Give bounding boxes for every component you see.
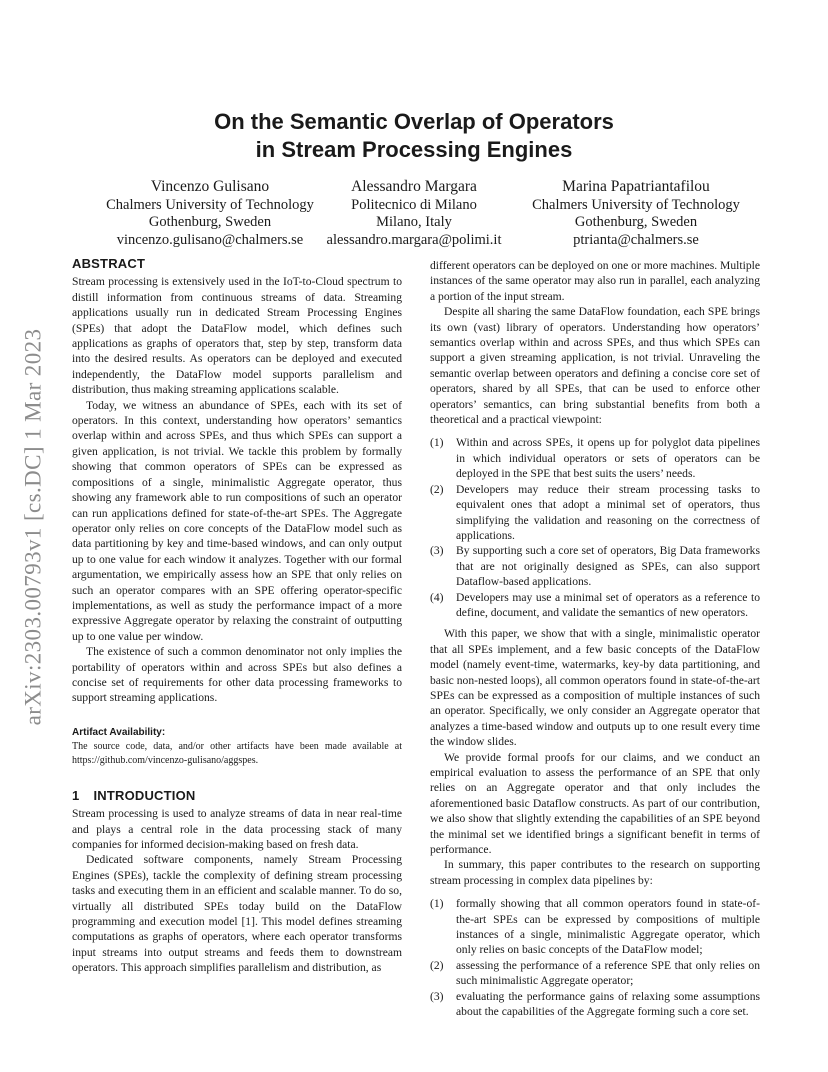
author-affiliation: Chalmers University of Technology bbox=[532, 196, 740, 213]
introduction-heading bbox=[72, 788, 402, 803]
author-email: alessandro.margara@polimi.it bbox=[326, 231, 502, 248]
list-item-text: Within and across SPEs, it opens up for polyglot data pipelines in which individual operators or sets of operators can be deployed in the SPE that best suits the users’ needs. bbox=[456, 436, 760, 481]
list-item-text: By supporting such a core set of operators, Big Data frameworks that are not originally designed as SPEs, can also support Dataflow-based applications. bbox=[456, 544, 760, 589]
contributions-list bbox=[430, 896, 760, 1019]
author-affiliation: Politecnico di Milano bbox=[351, 196, 477, 213]
author-location: Gothenburg, Sweden bbox=[148, 214, 272, 230]
list-item bbox=[430, 435, 760, 481]
section-number: 1 bbox=[72, 787, 80, 803]
author-name: Alessandro Margara bbox=[351, 178, 477, 195]
left-column bbox=[72, 256, 402, 976]
intro-paragraph: In summary, this paper contributes to the research on supporting stream processing in complex data pipelines by: bbox=[430, 858, 760, 887]
list-item bbox=[430, 958, 760, 989]
section-title: INTRODUCTION bbox=[93, 787, 196, 803]
list-item-text: assessing the performance of a reference SPE that only relies on such minimalistic Aggregate operator; bbox=[456, 958, 760, 988]
intro-paragraph: We provide formal proofs for our claims, and we conduct an empirical evaluation to assess the performance of an SPE that only relies on an Aggregate operator and that only includes the aforementioned basic Dataflow constructs. As part of our contribution, we also show that slightly extending the capabilities of an SPE beyond the minimal set we identified brings a significant benefit in terms of performance. bbox=[430, 750, 760, 857]
list-item-text: formally showing that all common operators found in state-of-the-art SPEs can be expressed by compositions of multiple instances of a single, minimalistic Aggregate operator, which only relies on basic concepts of the DataFlow model; bbox=[456, 897, 760, 957]
list-item-text: Developers may use a minimal set of operators as a reference to define, document, and validate the semantics of new operators. bbox=[456, 590, 760, 619]
list-item-text: evaluating the performance gains of relaxing some assumptions about the capabilities of the Aggregate forming such a core set. bbox=[456, 989, 760, 1019]
abstract-paragraph: Stream processing is extensively used in the IoT-to-Cloud spectrum to distill information from continuous streams of data. Streaming applications usually run in dedicated Stream Processing Engines (SPEs) that adopt the DataFlow model, which defines such applications as graphs of operators that, step by step, transform data into the desired results. As operators can be deployed and executed independently, the DataFlow model supports parallelism and distribution, thus making streaming applications scalable. bbox=[72, 275, 402, 397]
author-location: Milano, Italy bbox=[376, 214, 452, 230]
author-block-2 bbox=[294, 178, 534, 249]
list-item-text: Developers may reduce their stream processing tasks to equivalent ones that adopt a minimal set of operators, thus simplifying the validation and reasoning on the correctness of applications. bbox=[456, 482, 760, 542]
artifact-availability bbox=[72, 726, 402, 768]
intro-paragraph-continued: different operators can be deployed on one or more machines. Multiple instances of the same operator may also run in parallel, each analyzing a portion of the input stream. bbox=[430, 259, 760, 303]
abstract-paragraph: The existence of such a common denominator not only implies the portability of operators within and across SPEs but also defines a concise set of requirements for other data processing frameworks to support streaming applications. bbox=[72, 645, 402, 705]
artifact-heading: Artifact Availability: bbox=[72, 726, 166, 738]
abstract-heading: ABSTRACT bbox=[72, 256, 146, 271]
list-item-label: (1) bbox=[430, 436, 444, 450]
author-affiliation: Chalmers University of Technology bbox=[106, 196, 314, 213]
author-location: Gothenburg, Sweden bbox=[574, 214, 698, 230]
arxiv-stamp-text: arXiv:2303.00793v1 [cs.DC] 1 Mar 2023 bbox=[20, 328, 45, 726]
list-item bbox=[430, 543, 760, 589]
author-email: ptrianta@chalmers.se bbox=[573, 231, 699, 248]
list-item-label: (4) bbox=[430, 590, 444, 604]
list-item bbox=[430, 590, 760, 621]
list-item-label: (2) bbox=[430, 482, 444, 496]
abstract-paragraph: Today, we witness an abundance of SPEs, each with its set of operators. In this context, understanding how operators’ semantics overlap within and across SPEs, and thus which SPEs can support a given application, is not trivial. We tackle this problem by formally showing that common operators of SPEs can be expressed as compositions of a single, minimalistic Aggregate operator, thus showing any framework able to run compositions of such an operator can run applications defined for state-of-the-art SPEs. The Aggregate operator only relies on core concepts of the DataFlow model such as data partitioning by key and time-based windows, and can only output up to one value for each window it analyzes. Together with our formal argumentation, we empirically assess how an SPE that only relies on such an operator compares with an SPE offering operator-specific implementations, as well as study the performance impact of a more expressive Aggregate operator by relaxing the constraint of outputting up to one value per window. bbox=[72, 398, 402, 643]
intro-paragraph: Dedicated software components, namely Stream Processing Engines (SPEs), tackle the complexity of defining stream processing tasks and executing them in an efficient and scalable manner. To do so, virtually all distributed SPEs today build on the DataFlow programming and execution model [1]. This model defines streaming computations as graphs of operators, where each operator transforms input streams into output streams and feeds them to downstream operators. This approach simplifies parallelism and distribution, as bbox=[72, 853, 402, 975]
list-item-label: (2) bbox=[430, 958, 444, 972]
intro-paragraph: With this paper, we show that with a single, minimalistic operator that all SPEs implement, and a few basic concepts of the DataFlow model (namely event-time, watermarks, key-by data partitioning, and basic non-nested loops), all common operators found in state-of-the-art SPEs can be expressed as a composition of multiple instances of such an operator. Specifically, we only consider an Aggregate operator that analyzes a time-based window and outputs up to one result every time the window slides. bbox=[430, 627, 761, 749]
author-email: vincenzo.gulisano@chalmers.se bbox=[116, 231, 304, 248]
list-item-label: (3) bbox=[430, 544, 444, 558]
paper-title-line-2: in Stream Processing Engines bbox=[255, 137, 573, 162]
list-item bbox=[430, 989, 760, 1020]
list-item-label: (1) bbox=[430, 897, 444, 911]
intro-paragraph: Despite all sharing the same DataFlow foundation, each SPE brings its own (vast) library of operators. Understanding how operators’ semantics overlap within and across SPEs, and thus which SPEs can support a given streaming application, is not trivial. Unraveling the semantic overlap between operators and defining a concise core set of operators, shared by all SPEs, that can be used to enforce other operators’ semantics, can bring substantial benefits from both a theoretical and a practical viewpoint: bbox=[430, 305, 760, 427]
list-item bbox=[430, 896, 760, 958]
author-name: Vincenzo Gulisano bbox=[150, 178, 270, 195]
intro-paragraph: Stream processing is used to analyze streams of data in near real-time and plays a central role in the data processing stack of many companies for informed decision-making based on fresh data. bbox=[72, 807, 402, 851]
list-item-label: (3) bbox=[430, 989, 444, 1003]
right-column bbox=[430, 258, 760, 1026]
author-name: Marina Papatriantafilou bbox=[562, 178, 710, 195]
paper-title bbox=[0, 108, 828, 164]
arxiv-identifier-stamp bbox=[16, 287, 50, 767]
author-block-3 bbox=[516, 178, 756, 249]
list-item bbox=[430, 482, 760, 544]
artifact-text: The source code, data, and/or other artifacts have been made available at https://github.com/vincenzo-gulisano/aggspes. bbox=[72, 740, 402, 766]
benefits-list bbox=[430, 435, 760, 620]
paper-title-line-1: On the Semantic Overlap of Operators bbox=[214, 109, 614, 134]
